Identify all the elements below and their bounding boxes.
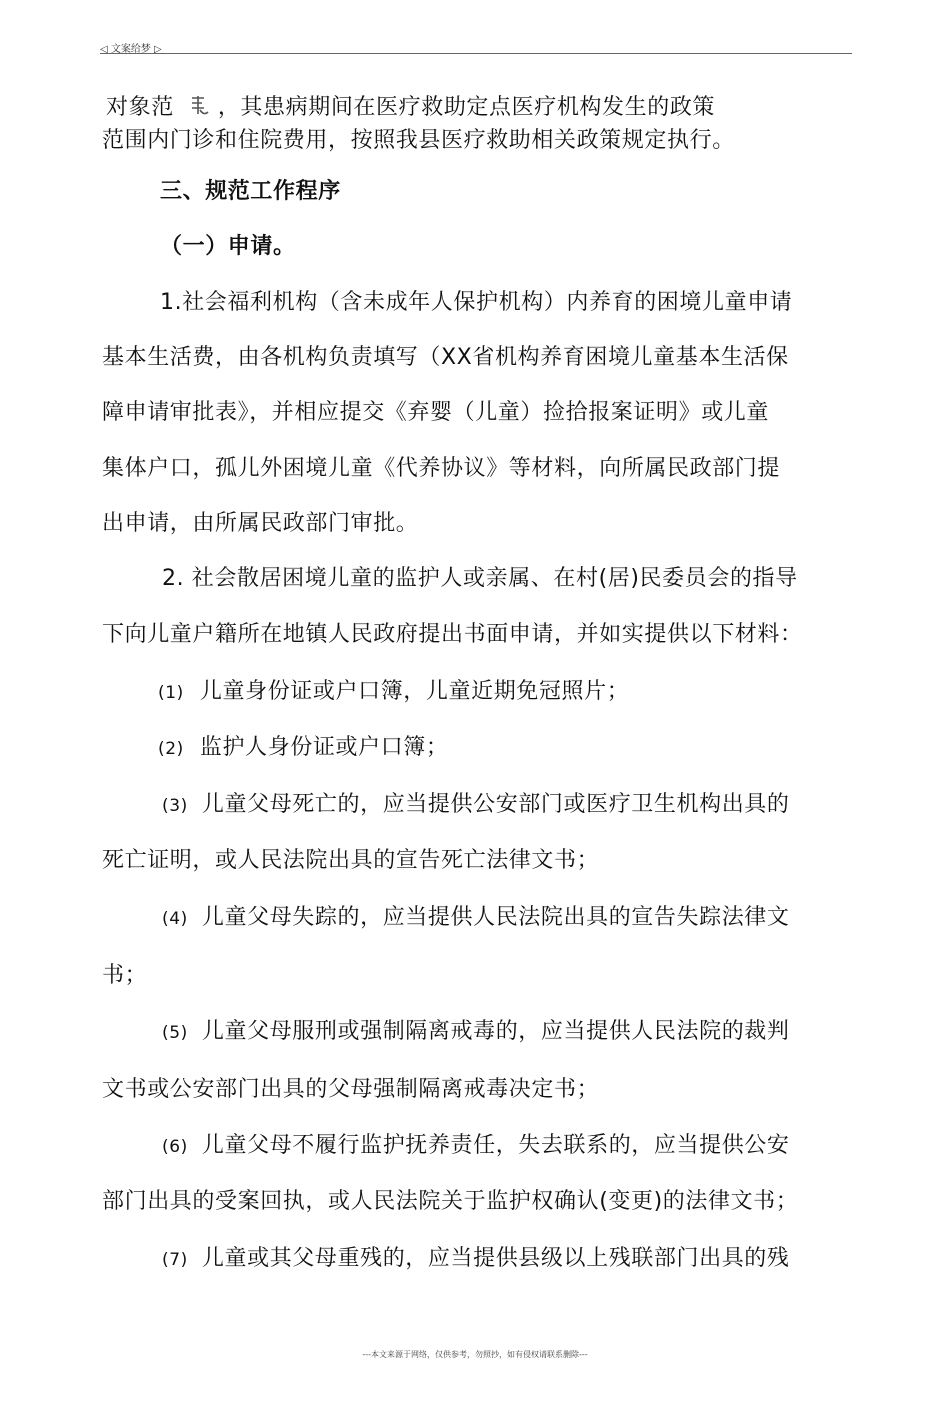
list-number: (6) [162,1137,188,1157]
list-item [162,904,790,933]
paragraph-line: 死亡证明，或人民法院出具的宣告死亡法律文书； [102,848,600,873]
list-text: 儿童父母不履行监护抚养责任，失去联系的，应当提供公安 [201,1133,790,1158]
paragraph-line: 集体户口，孤儿外困境儿童《代养协议》等材料，向所属民政部门提 [102,456,781,481]
list-number: (4) [162,909,188,929]
list-text: 儿童身份证或户口簿，儿童近期免冠照片； [199,679,630,704]
paragraph-line: 下向儿童户籍所在地镇人民政府提出书面申请，并如实提供以下材料： [102,622,803,647]
paragraph-line: 范围内门诊和住院费用，按照我县医疗救助相关政策规定执行。 [102,128,735,153]
paragraph-line: 出申请，由所属民政部门审批。 [102,511,419,536]
list-text: 监护人身份证或户口簿； [199,735,449,760]
list-text: 儿童父母服刑或强制隔离戒毒的，应当提供人民法院的裁判 [201,1019,790,1044]
list-number: (2) [158,739,184,759]
list-text: 儿童或其父母重残的，应当提供县级以上残联部门出具的残 [201,1246,790,1271]
list-number: (1) [158,683,184,703]
subsection-heading: （一）申请。 [160,234,296,259]
header-rule [100,53,852,54]
smudged-glyph-icon [188,94,210,118]
page-header: ◁ 文案给梦 ▷ [100,44,162,55]
list-number: (7) [162,1250,188,1270]
paragraph-line: 部门出具的受案回执，或人民法院关于监护权确认(变更)的法律文书； [102,1189,799,1214]
paragraph-line: 文书或公安部门出具的父母强制隔离戒毒决定书； [102,1077,600,1102]
text-span: ，其患病期间在医疗救助定点医疗机构发生的政策 [217,95,716,120]
list-item [162,1132,790,1161]
list-item [162,1018,790,1047]
paragraph-line: 书； [102,963,148,988]
list-item [162,791,790,820]
section-heading: 三、规范工作程序 [160,179,341,204]
list-item [158,734,449,763]
page-footer: ---本文来源于网络，仅供参考，勿照抄，如有侵权请联系删除--- [362,1350,588,1359]
paragraph-line: 1.社会福利机构（含未成年人保护机构）内养育的困境儿童申请 [160,290,793,315]
text-span: 对象范 [106,95,174,120]
list-number: (5) [162,1023,188,1043]
list-text: 儿童父母失踪的，应当提供人民法院出具的宣告失踪法律文 [201,905,790,930]
paragraph-line: 基本生活费，由各机构负责填写（XX省机构养育困境儿童基本生活保 [102,345,789,370]
list-number: (3) [162,796,188,816]
list-item [162,1245,790,1274]
list-item [158,678,629,707]
paragraph-line: 障申请审批表》，并相应提交《弃婴（儿童）捡拾报案证明》或儿童 [102,400,770,425]
paragraph-line: 2. 社会散居困境儿童的监护人或亲属、在村(居)民委员会的指导 [162,566,798,591]
paragraph-line [106,94,715,122]
list-text: 儿童父母死亡的，应当提供公安部门或医疗卫生机构出具的 [201,792,790,817]
